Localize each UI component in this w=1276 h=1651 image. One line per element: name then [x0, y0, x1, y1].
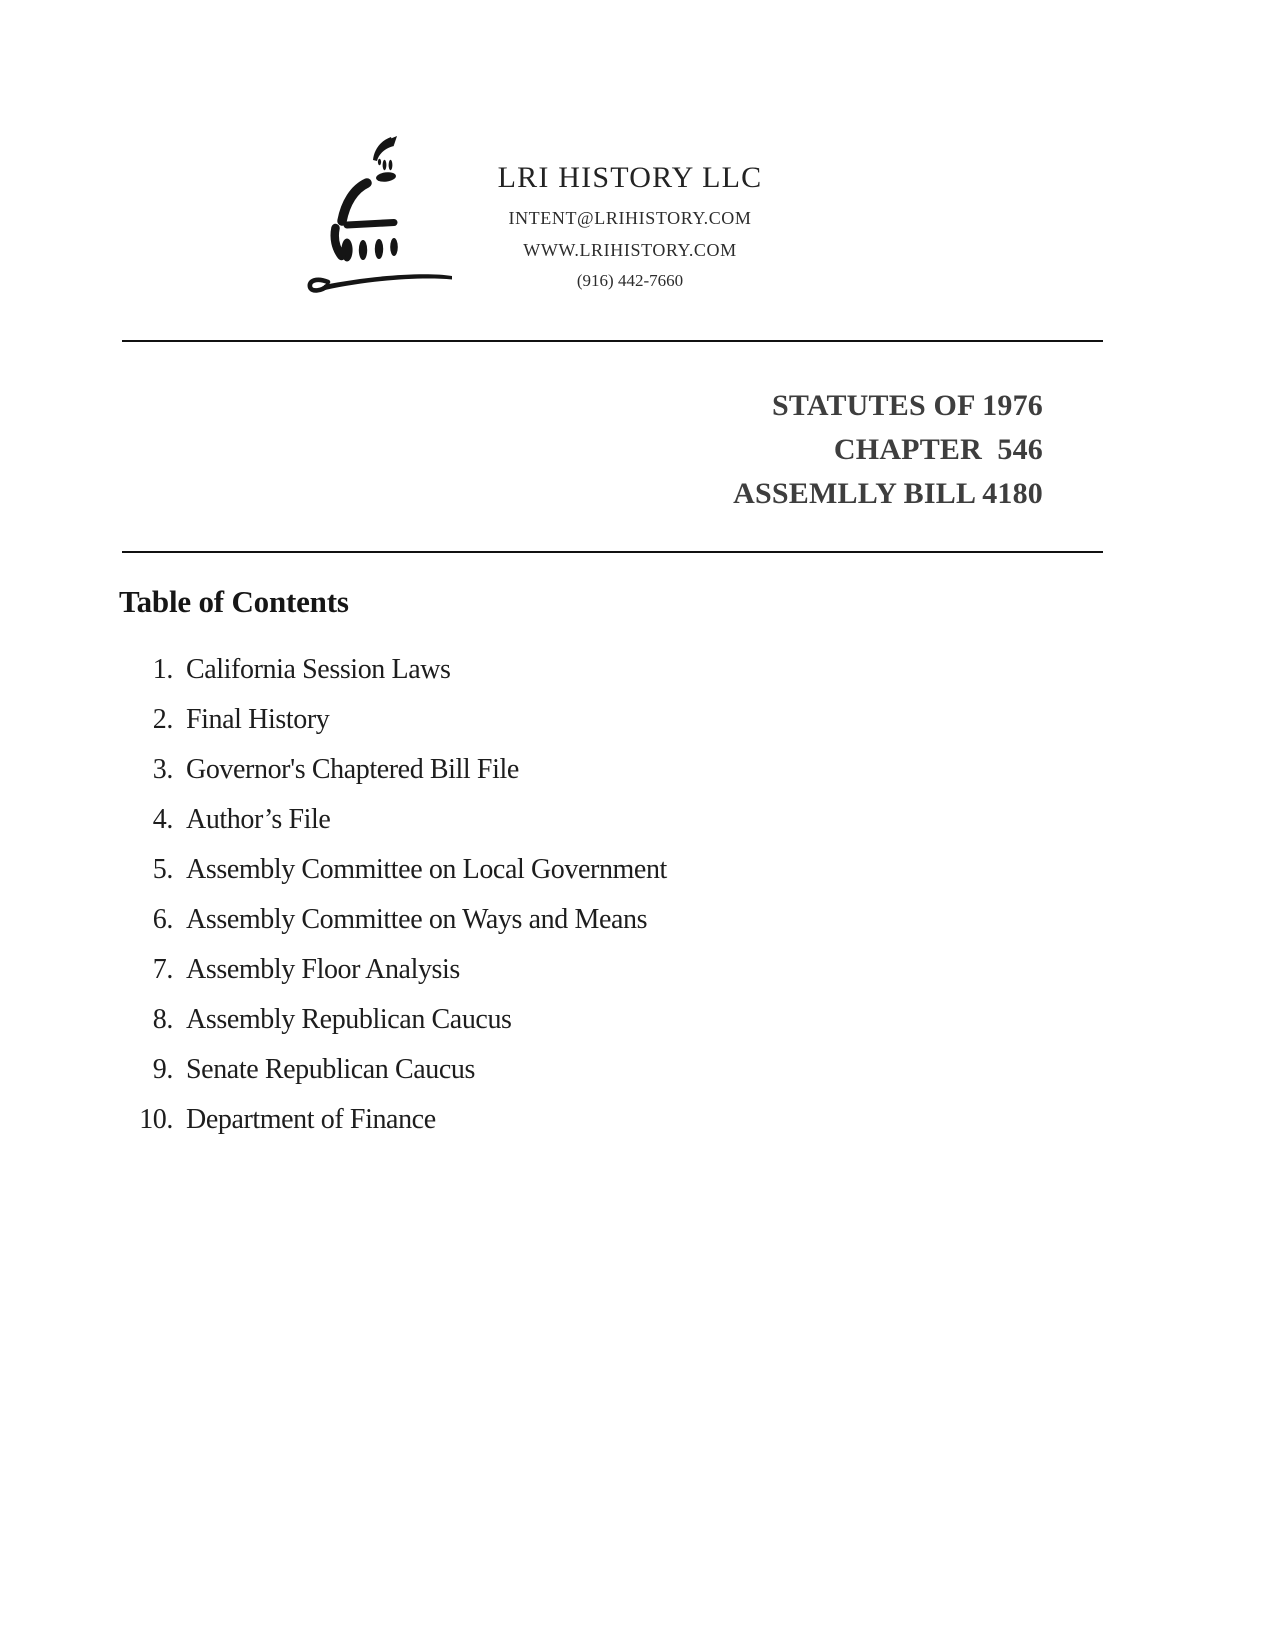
toc-item-number: 10.: [139, 1104, 173, 1135]
toc-item-label: California Session Laws: [186, 654, 451, 685]
horizontal-rule-bottom: [122, 551, 1103, 553]
toc-item: [120, 945, 667, 995]
toc-heading: Table of Contents: [119, 584, 349, 619]
toc-item-label: Assembly Committee on Ways and Means: [186, 904, 648, 935]
toc-item-number: 4.: [152, 804, 173, 835]
company-name: LRI HISTORY LLC: [497, 161, 763, 194]
statute-title-block: [733, 384, 1043, 516]
toc-item: [120, 1045, 667, 1095]
toc-item-number: 1.: [152, 654, 173, 685]
toc-item-number: 9.: [152, 1054, 173, 1085]
company-website: WWW.LRIHISTORY.COM: [523, 240, 737, 260]
toc-item: [120, 745, 667, 795]
toc-item-label: Senate Republican Caucus: [186, 1054, 475, 1085]
toc-item: [120, 995, 667, 1045]
statutes-year-line: STATUTES OF 1976: [771, 389, 1043, 422]
toc-item: [120, 845, 667, 895]
toc-item-label: Final History: [186, 704, 330, 735]
toc-list: [120, 645, 667, 1145]
toc-item: [120, 695, 667, 745]
toc-item: [120, 895, 667, 945]
toc-item-label: Governor's Chaptered Bill File: [186, 754, 519, 785]
toc-item-number: 6.: [152, 904, 173, 935]
toc-item-label: Assembly Committee on Local Government: [186, 854, 667, 885]
toc-item-number: 3.: [152, 754, 173, 785]
letterhead: [430, 160, 830, 291]
toc-item: [120, 795, 667, 845]
toc-item: [120, 645, 667, 695]
company-email: INTENT@LRIHISTORY.COM: [508, 208, 752, 228]
toc-item: [120, 1095, 667, 1145]
toc-item-label: Author’s File: [186, 804, 331, 835]
toc-item-number: 7.: [152, 954, 173, 985]
toc-item-number: 2.: [152, 704, 173, 735]
toc-item-label: Assembly Republican Caucus: [186, 1004, 512, 1035]
toc-item-number: 5.: [152, 854, 173, 885]
company-phone: (916) 442-7660: [576, 271, 684, 290]
horizontal-rule-top: [122, 340, 1103, 342]
toc-item-label: Department of Finance: [186, 1104, 436, 1135]
chapter-line: CHAPTER 546: [833, 433, 1043, 466]
assembly-bill-line: ASSEMLLY BILL 4180: [733, 477, 1043, 510]
toc-item-label: Assembly Floor Analysis: [186, 954, 460, 985]
toc-item-number: 8.: [152, 1004, 173, 1035]
